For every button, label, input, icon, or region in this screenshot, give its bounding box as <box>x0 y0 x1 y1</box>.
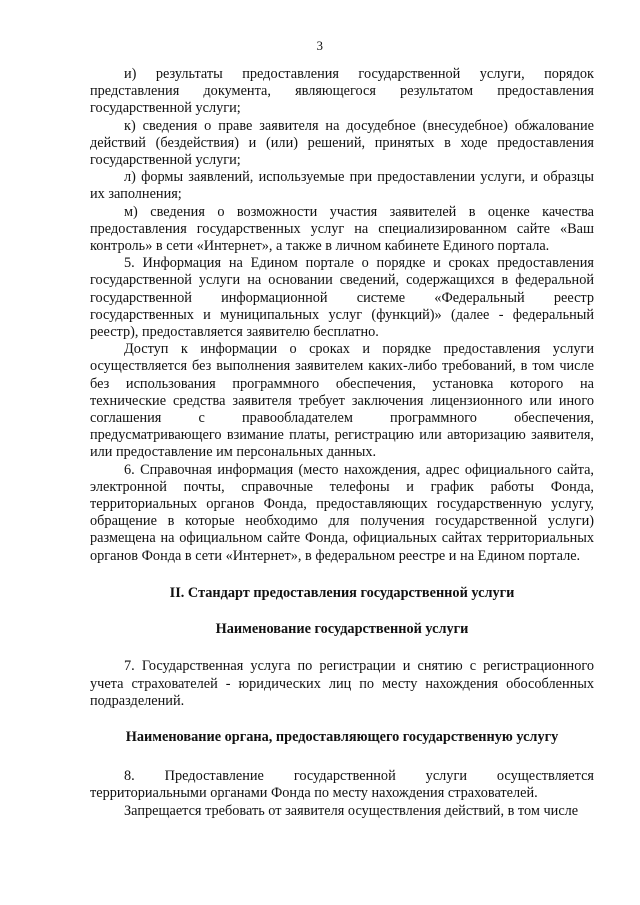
paragraph-prohibition: Запрещается требовать от заявителя осуществления действий, в том числе <box>124 802 579 819</box>
subheading-service-name: Наименование государственной услуги <box>215 621 469 638</box>
paragraph-item-m: м) сведения о возможности участия заявителей в оценке качества предоставления государственных услуг на специализированном сайте «Ваш контроль» в сети «Интернет», а также в личном кабинете Единого портала. <box>90 203 594 255</box>
paragraph-6: 6. Справочная информация (место нахождения, адрес официального сайта, электронной почты, справочные телефоны и график работы Фонда, территориальных органов Фонда, предоставляющих государственную услугу, обращение в которые необходимо для получения государственной услуги) размещена на официальном сайте Фонда, официальных сайтах территориальных органов Фонда в сети «Интернет», в федеральном реестре и на Едином портале. <box>90 461 594 564</box>
paragraph-item-k: к) сведения о праве заявителя на досудебное (внесудебное) обжалование действий (бездействия) и (или) решений, принятых в ходе предоставления государственной услуги; <box>90 117 594 169</box>
section-heading: II. Стандарт предоставления государственной услуги <box>169 584 515 601</box>
paragraph-access-info: Доступ к информации о сроках и порядке предоставления услуги осуществляется без выполнения заявителем каких-либо требований, в том числе без использования программного обеспечения, установка которого на технические средства заявителя требует заключения лицензионного или иного соглашения с правообладателем программного обеспечения, предусматривающего взимание платы, регистрацию или авторизацию заявителя, или предоставление им персональных данных. <box>90 341 594 461</box>
paragraph-item-l: л) формы заявлений, используемые при предоставлении услуги, и образцы их заполнения; <box>90 169 594 203</box>
paragraph-5: 5. Информация на Едином портале о порядке и сроках предоставления государственной услуги на основании сведений, содержащихся в федеральной государственной информационной системе «Федеральный реестр государственных и муниципальных услуг (функций)» (далее - федеральный реестр), предоставляется заявителю бесплатно. <box>90 255 594 341</box>
paragraph-8: 8. Предоставление государственной услуги осуществляется территориальными органами Фонда по месту нахождения страхователей. <box>90 768 594 802</box>
paragraph-7: 7. Государственная услуга по регистрации и снятию с регистрационного учета страхователей - юридических лиц по месту нахождения обособленных подразделений. <box>90 658 594 709</box>
document-body <box>90 66 594 820</box>
page-number: 3 <box>316 38 324 53</box>
paragraph-item-i: и) результаты предоставления государственной услуги, порядок представления документа, являющегося результатом предоставления государственной услуги; <box>90 66 594 117</box>
subheading-provider-body: Наименование органа, предоставляющего государственную услугу <box>125 728 559 745</box>
